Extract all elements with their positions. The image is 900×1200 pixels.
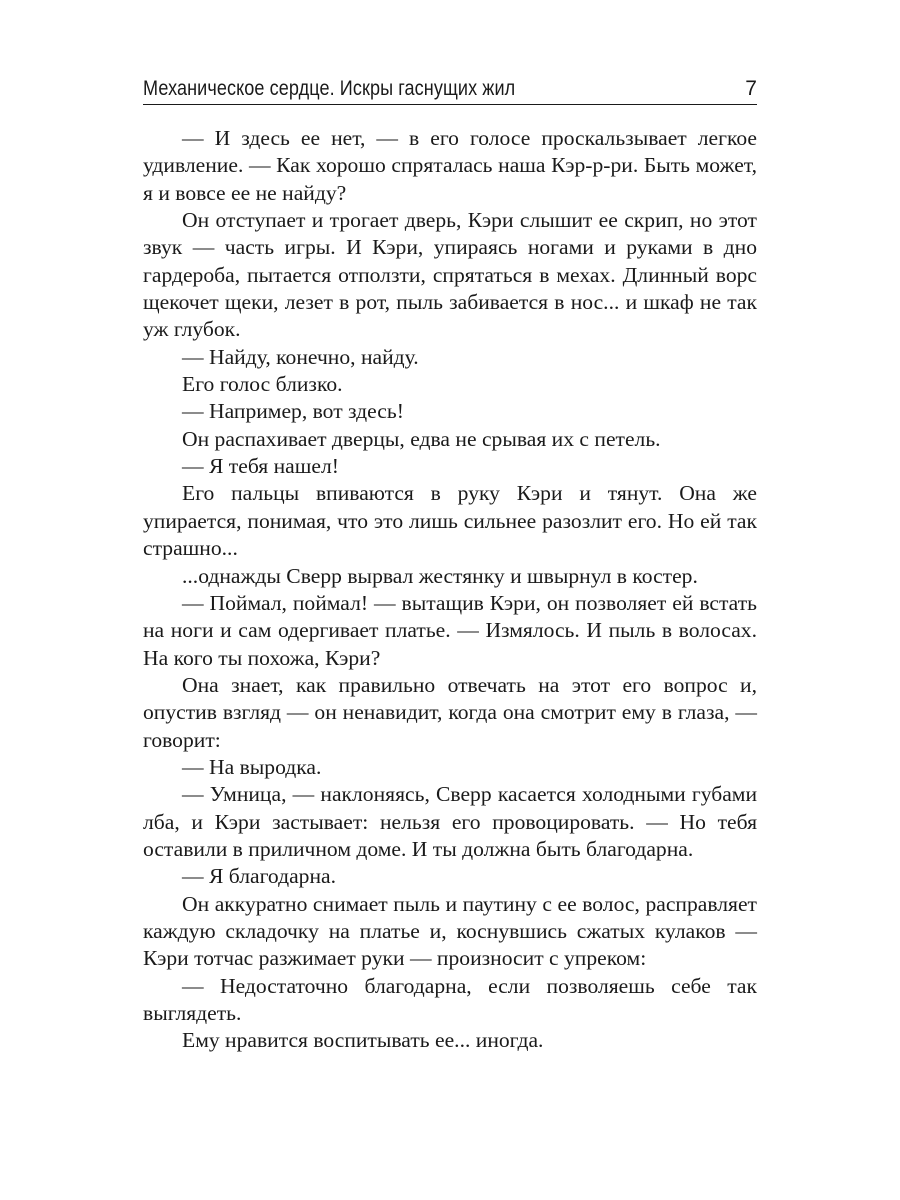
paragraph: — Я благодарна. — [182, 864, 337, 889]
paragraph: Его голос близко. — [182, 372, 343, 397]
paragraph: — Недостаточно благодарна, если позволяешь себе так выглядеть. — [143, 973, 757, 1025]
paragraph: Его пальцы впиваются в руку Кэри и тянут. Она же упирается, понимая, что это лишь сильнее разозлит его. Но ей так страшно... — [143, 481, 757, 561]
paragraph: — И здесь ее нет, — в его голосе проскальзывает легкое удивление. — Как хорошо спряталась наша Кэр-р-ри. Быть может, я и вовсе ее не найду? — [143, 126, 757, 205]
paragraph: Он аккуратно снимает пыль и паутину с ее волос, расправляет каждую складочку на платье и, коснувшись сжатых кулаков — Кэри тотчас разжимает руки — произносит с упреком: — [143, 891, 757, 971]
paragraph: — Найду, конечно, найду. — [182, 344, 419, 369]
paragraph: Ему нравится воспитывать ее... иногда. — [182, 1028, 544, 1053]
paragraph: Он отступает и трогает дверь, Кэри слышит ее скрип, но этот звук — часть игры. И Кэри, упираясь ногами и руками в дно гардероба, пытается отползти, спрятаться в мехах. Длинный ворс щекочет щеки, лезет в рот, пыль забивается в нос... и шкаф не так уж глубок. — [143, 208, 757, 342]
running-header — [143, 74, 757, 104]
paragraph: — На выродка. — [182, 754, 322, 779]
paragraph: — Например, вот здесь! — [182, 399, 404, 424]
paragraph: — Поймал, поймал! — вытащив Кэри, он позволяет ей встать на ноги и сам одергивает платье. — Измялось. И пыль в волосах. На кого ты похожа, Кэри? — [143, 590, 757, 670]
paragraph: — Я тебя нашел! — [182, 454, 339, 479]
paragraph: Она знает, как правильно отвечать на этот его вопрос и, опустив взгляд — он ненавидит, когда она смотрит ему в глаза, — говорит: — [143, 672, 757, 752]
paragraph: — Умница, — наклоняясь, Сверр касается холодными губами лба, и Кэри застывает: нельзя его провоцировать. — Но тебя оставили в приличном доме. И ты должна быть благодарна. — [143, 782, 757, 861]
paragraph: ...однажды Сверр вырвал жестянку и швырнул в костер. — [182, 563, 698, 588]
body-text — [143, 125, 757, 1055]
header-rule — [143, 104, 757, 105]
paragraph: Он распахивает дверцы, едва не срывая их с петель. — [182, 426, 661, 451]
running-header-title: Механическое сердце. Искры гаснущих жил — [143, 77, 516, 100]
page-number: 7 — [745, 77, 757, 100]
